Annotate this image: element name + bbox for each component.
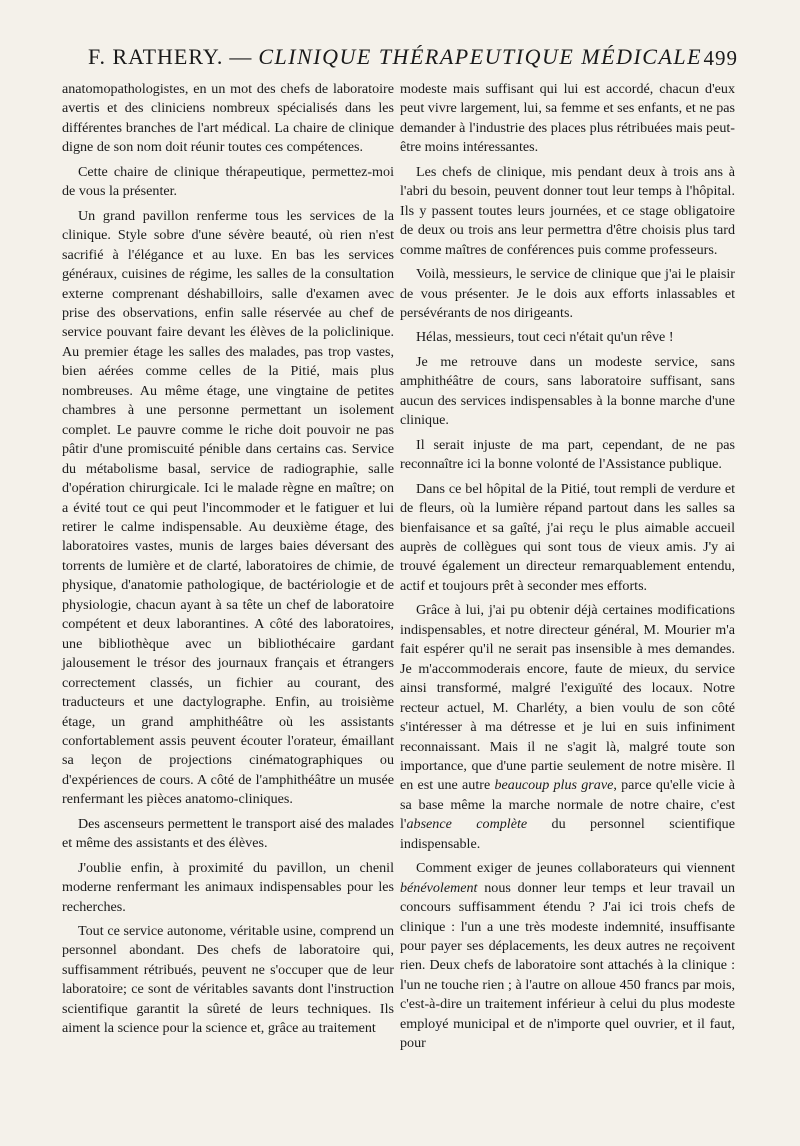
running-header — [88, 44, 738, 74]
emphasis: beaucoup plus grave — [494, 777, 614, 794]
paragraph: modeste mais suffisant qui lui est accordé, chacun d'eux peut vivre largement, lui, sa femme et ses enfants, et ne pas demander à l'industrie des places plus rétribuées mais peut-être moins intéressantes. — [400, 81, 735, 156]
header-title: CLINIQUE THÉRAPEUTIQUE MÉDICALE — [258, 44, 703, 69]
text-run: Grâce à lui, j'ai pu obtenir déjà certaines modifications indispensables, et notre directeur général, M. Mourier m'a fait espérer qu'il ne serait pas insensible à mes demandes. Je m'accommoderais encore, faute de mieux, du service ainsi transformé, malgré l'exiguïté des locaux. Notre recteur actuel, M. Charléty, a bien voulu de son côté s'intéresser à ma détresse et je lui en suis infiniment reconnaissant. Mais il ne s'agit là, malgré toute son importance, que d'une partie seulement de notre misère. Il en est une autre — [400, 602, 735, 794]
header-author: F. RATHERY. — [88, 44, 224, 69]
emphasis: absence complète — [406, 816, 528, 833]
paragraph: Les chefs de clinique, mis pendant deux à trois ans à l'abri du besoin, peuvent donner tout leur temps à l'hôpital. Ils y passent toutes leurs journées, et ce stage obligatoire de deux ou trois ans leur permettra d'être choisis plus tard comme maîtres de conférences puis comme professeurs. — [400, 163, 735, 258]
paragraph: J'oublie enfin, à proximité du pavillon, un chenil moderne renfermant les animaux indispensables pour les recherches. — [62, 859, 394, 915]
paragraph: Des ascenseurs permettent le transport aisé des malades et même des assistants et des élèves. — [62, 815, 394, 852]
paragraph: Il serait injuste de ma part, cependant, de ne pas reconnaître ici la bonne volonté de l'Assistance publique. — [400, 436, 735, 473]
header-separator: — — [229, 44, 253, 69]
paragraph: Je me retrouve dans un modeste service, sans amphithéâtre de cours, sans laboratoire suffisant, sans aucun des services indispensables à la bonne marche d'une clinique. — [400, 353, 735, 429]
page-number: 499 — [703, 46, 738, 70]
text-run: , parce qu'elle vicie à sa base même la marche normale de notre chaire, c'est l' — [400, 777, 735, 833]
text-run: nous donner leur temps et leur travail un concours suffisamment étendu ? J'ai ici trois chefs de clinique : l'un a une très modeste indemnité, insuffisante pour payer ses déplacements, les deux autres ne reçoivent rien. Deux chefs de laboratoire sont attachés à la clinique : l'un ne touche rien ; à l'autre on alloue 450 francs par mois, c'est-à-dire un traitement inférieur à celui du plus modeste employé municipal et de n'importe quel ouvrier, et il faut, pour — [400, 879, 735, 1052]
emphasis: bénévolement — [400, 879, 478, 896]
right-column — [400, 80, 735, 1059]
paragraph — [400, 601, 735, 854]
paragraph — [400, 859, 735, 1054]
left-column — [62, 80, 394, 1044]
paragraph: Voilà, messieurs, le service de clinique que j'ai le plaisir de vous présenter. Je le dois aux efforts inlassables et persévérants de nos dirigeants. — [400, 266, 735, 321]
paragraph: Tout ce service autonome, véritable usine, comprend un personnel abondant. Des chefs de laboratoire qui, suffisamment rétribués, peuvent ne s'occuper que de leur laboratoire; ce sont de véritables savants dont l'instruction scientifique garantit la sûreté de leurs techniques. Ils aiment la science pour la science et, grâce au traitement — [62, 923, 394, 1037]
paragraph: anatomopathologistes, en un mot des chefs de laboratoire avertis et des cliniciens nombreux spécialisés dans les différentes branches de l'art médical. La chaire de clinique digne de son nom doit réunir toutes ces compétences. — [62, 81, 394, 156]
paragraph: Cette chaire de clinique thérapeutique, permettez-moi de vous la présenter. — [62, 163, 394, 200]
text-run: du personnel scientifique indispensable. — [400, 816, 735, 852]
paragraph: Hélas, messieurs, tout ceci n'était qu'un rêve ! — [416, 329, 674, 346]
paragraph: Un grand pavillon renferme tous les services de la clinique. Style sobre d'une sévère beauté, où rien n'est sacrifié à l'élégance et au luxe. En bas les services généraux, cuisines de régime, les salles de la consultation externe comprenant déshabilloirs, salle d'examen avec prise des observations, enfin salle réservée au chef de service pouvant faire devant les élèves de la policlinique. Au premier étage les salles des malades, pas trop vastes, bien aérées comme celles de la Pitié, mais plus nombreuses. Au même étage, une vingtaine de petites chambres à une personne permettant un isolement complet. Le pauvre comme le riche doit pouvoir ne pas pâtir d'une promiscuité pénible dans certains cas. Service du métabolisme basal, service de radiographie, salle d'opération chirurgicale. Ici le malade règne en maître; on a évité tout ce qui peut l'incommoder et le fatiguer et lui retirer le calme indispensable. Au deuxième étage, des laboratoires vastes, munis de larges baies déversant des torrents de lumière et de clarté, laboratoires de chimie, de physique, d'anatomie pathologique, de bactériologie et de physiologie, chacun ayant à sa tête un chef de laboratoire compétent et deux laborantines. A côté des laboratoires, une bibliothèque avec un bibliothécaire gardant jalousement le trésor des journaux français et étrangers correctement classés, un fichier au courant, des traducteurs et une dactylographe. Enfin, au troisième étage, un grand amphithéâtre où les assistants confortablement assis peuvent écouter l'orateur, émaillant sa leçon de projections cinématographiques ou d'expériences de cours. A côté de l'amphithéâtre un musée renfermant les pièces anatomo-cliniques. — [62, 207, 394, 808]
text-run: Comment exiger de jeunes collaborateurs qui viennent — [416, 860, 735, 877]
paragraph: Dans ce bel hôpital de la Pitié, tout rempli de verdure et de fleurs, où la lumière répand partout dans les salles sa bienfaisance et sa gaîté, j'ai reçu le plus aimable accueil auprès de collègues qui sont tous de vieux amis. J'y ai trouvé également un directeur remarquablement entendu, actif et toujours prêt à seconder mes efforts. — [400, 480, 735, 594]
